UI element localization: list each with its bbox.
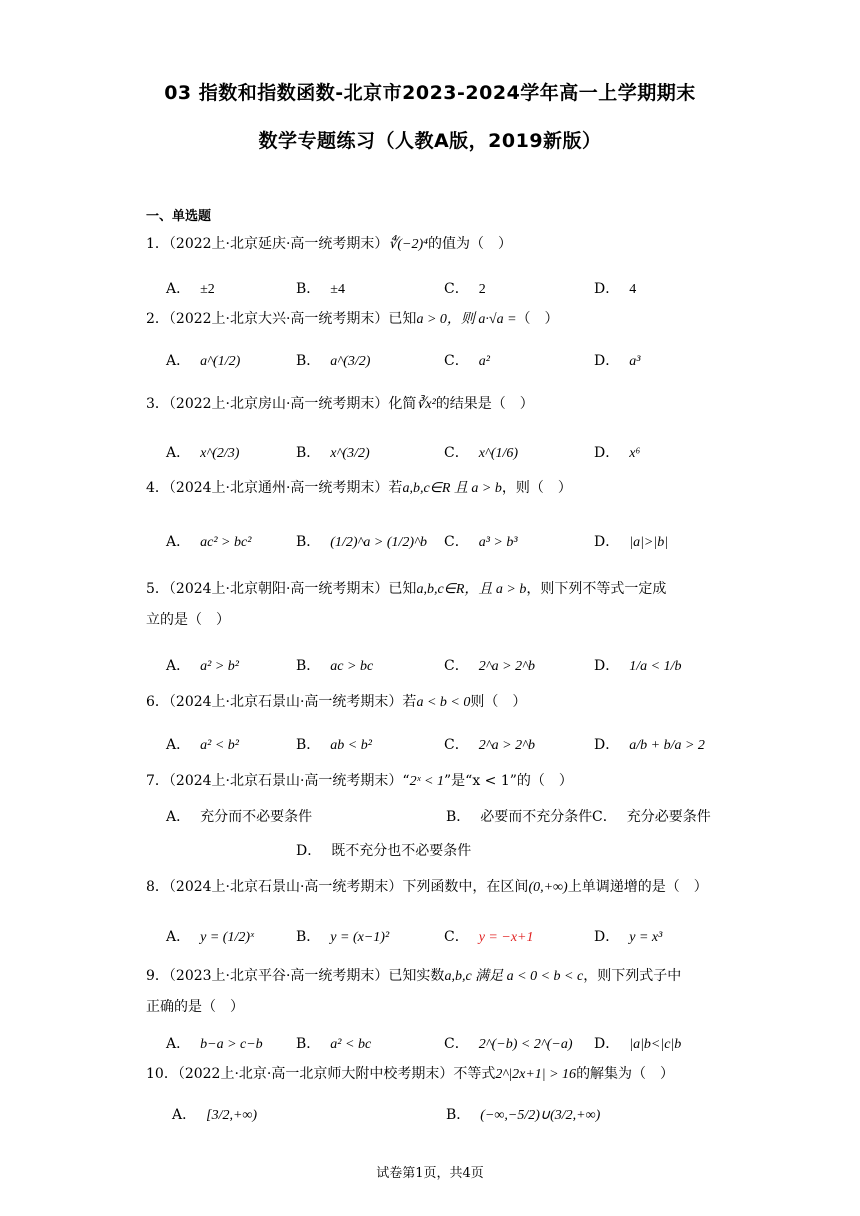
question-expression: (0,+∞) xyxy=(528,880,568,895)
option-b[interactable]: B． a² < bc xyxy=(296,1036,372,1052)
option-d[interactable]: D． 既不充分也不必要条件 xyxy=(296,843,472,859)
question-3 xyxy=(146,390,726,419)
question-stem: 4．（2024上·北京通州·高一统考期末）若 xyxy=(146,480,403,496)
question-stem: 1．（2022上·北京延庆·高一统考期末） xyxy=(146,236,389,252)
question-expression: ∛x² xyxy=(416,397,436,412)
question-7 xyxy=(146,767,726,796)
option-a[interactable]: A． y = (1/2)ˣ xyxy=(166,929,254,945)
option-a[interactable]: A． x^(2/3) xyxy=(166,445,240,461)
question-expression: a > 0，则 a·√a = xyxy=(416,312,517,327)
option-b[interactable]: B． 必要而不充分条件 xyxy=(446,809,593,825)
question-tail: （ ） xyxy=(516,311,559,327)
option-a[interactable]: A． a^(1/2) xyxy=(166,353,241,369)
option-d[interactable]: D． 1/a < 1/b xyxy=(594,658,682,674)
question-9 xyxy=(146,962,726,991)
question-tail: 的值为（ ） xyxy=(428,236,512,252)
question-expression: a,b,c∈R 且 a > b xyxy=(402,481,502,496)
page-footer: 试卷第1页，共4页 xyxy=(376,1166,484,1181)
question-tail: ，则下列不等式一定成 xyxy=(526,581,667,597)
question-5-line-2: 立的是（ ） xyxy=(146,612,230,628)
option-d[interactable]: D． |a|>|b| xyxy=(594,534,669,550)
question-tail: 则（ ） xyxy=(470,694,527,710)
option-c[interactable]: C． 2^a > 2^b xyxy=(444,658,535,674)
option-d[interactable]: D． x⁶ xyxy=(594,445,641,461)
document-title-line-1: 03 指数和指数函数-北京市2023-2024学年高一上学期期末 xyxy=(164,82,696,104)
option-a[interactable]: A． [3/2,+∞) xyxy=(172,1107,258,1123)
question-stem: 6．（2024上·北京石景山·高一统考期末）若 xyxy=(146,694,417,710)
question-10 xyxy=(146,1060,726,1089)
option-b[interactable]: B． y = (x−1)² xyxy=(296,929,390,945)
question-4 xyxy=(146,474,726,503)
option-a[interactable]: A． b−a > c−b xyxy=(166,1036,263,1052)
question-8 xyxy=(146,873,726,902)
question-2 xyxy=(146,305,726,334)
question-expression: a,b,c 满足 a < 0 < b < c xyxy=(444,969,584,984)
option-b[interactable]: B． (1/2)^a > (1/2)^b xyxy=(296,534,427,550)
question-stem: 8．（2024上·北京石景山·高一统考期末）下列函数中，在区间 xyxy=(146,879,529,895)
question-tail: ，则下列式子中 xyxy=(583,968,682,984)
question-tail: 的解集为（ ） xyxy=(576,1066,675,1082)
question-stem: 5．（2024上·北京朝阳·高一统考期末）已知 xyxy=(146,581,417,597)
option-a[interactable]: A． ±2 xyxy=(166,281,215,297)
option-b[interactable]: B． (−∞,−5/2)∪(3/2,+∞) xyxy=(446,1107,601,1123)
question-expression: a,b,c∈R，且 a > b xyxy=(416,582,527,597)
question-tail: 上单调递增的是（ ） xyxy=(567,879,708,895)
question-6 xyxy=(146,688,726,717)
option-c[interactable]: C． y = −x+1 xyxy=(444,929,534,945)
option-c[interactable]: C． 2 xyxy=(444,281,486,297)
question-tail: ”是“x < 1”的（ ） xyxy=(444,773,573,789)
option-b[interactable]: B． a^(3/2) xyxy=(296,353,371,369)
option-c[interactable]: C． 2^(−b) < 2^(−a) xyxy=(444,1036,573,1052)
option-a[interactable]: A． ac² > bc² xyxy=(166,534,252,550)
option-d[interactable]: D． a/b + b/a > 2 xyxy=(594,737,705,753)
question-tail: ，则（ ） xyxy=(501,480,572,496)
question-expression: 2^|2x+1| > 16 xyxy=(495,1067,577,1082)
option-b[interactable]: B． x^(3/2) xyxy=(296,445,370,461)
option-d[interactable]: D． a³ xyxy=(594,353,641,369)
option-c[interactable]: C． 2^a > 2^b xyxy=(444,737,535,753)
option-b[interactable]: B． ±4 xyxy=(296,281,345,297)
option-d[interactable]: D． 4 xyxy=(594,281,637,297)
question-5 xyxy=(146,575,726,604)
question-stem: 7．（2024上·北京石景山·高一统考期末）“ xyxy=(146,773,410,789)
option-a[interactable]: A． a² > b² xyxy=(166,658,239,674)
question-9-line-2: 正确的是（ ） xyxy=(146,999,244,1015)
question-stem: 10．（2022上·北京·高一北京师大附中校考期末）不等式 xyxy=(146,1066,496,1082)
option-c[interactable]: C． x^(1/6) xyxy=(444,445,519,461)
question-stem: 2．（2022上·北京大兴·高一统考期末）已知 xyxy=(146,311,417,327)
section-heading: 一、单选题 xyxy=(146,209,212,224)
option-c[interactable]: C． 充分必要条件 xyxy=(592,809,711,825)
question-1 xyxy=(146,230,726,259)
option-c[interactable]: C． a² xyxy=(444,353,490,369)
document-title-line-2: 数学专题练习（人教A版，2019新版） xyxy=(258,130,602,152)
question-tail: 的结果是（ ） xyxy=(435,396,534,412)
option-b[interactable]: B． ac > bc xyxy=(296,658,374,674)
question-expression: ∜(−2)⁴ xyxy=(388,237,428,252)
option-d[interactable]: D． y = x³ xyxy=(594,929,663,945)
option-c[interactable]: C． a³ > b³ xyxy=(444,534,518,550)
option-b[interactable]: B． ab < b² xyxy=(296,737,372,753)
option-a[interactable]: A． a² < b² xyxy=(166,737,239,753)
option-d[interactable]: D． |a|b<|c|b xyxy=(594,1036,682,1052)
question-stem: 3．（2022上·北京房山·高一统考期末）化简 xyxy=(146,396,417,412)
option-a[interactable]: A． 充分而不必要条件 xyxy=(166,809,313,825)
question-expression: a < b < 0 xyxy=(416,695,471,710)
question-stem: 9．（2023上·北京平谷·高一统考期末）已知实数 xyxy=(146,968,445,984)
question-expression: 2ˣ < 1 xyxy=(409,774,444,789)
